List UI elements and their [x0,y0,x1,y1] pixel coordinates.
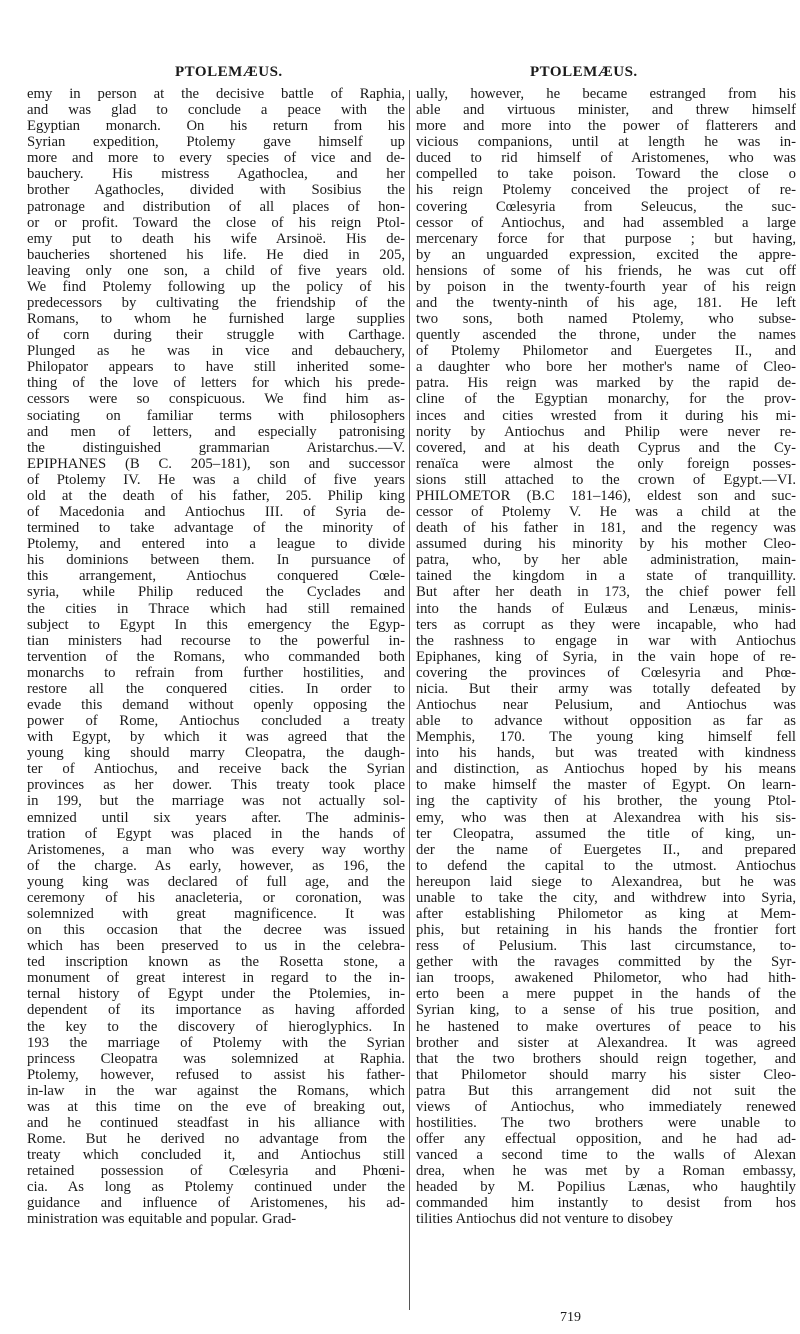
text-line: sociating on familiar terms with philosophers [27,407,405,424]
text-line: able and virtuous minister, and threw himself [416,102,796,119]
text-line: more and more to every species of vice and de- [27,150,405,167]
text-line: guidance and influence of Aristomenes, his ad- [27,1195,405,1212]
text-line: PHILOMETOR (B.C 181–146), eldest son and suc- [416,487,796,504]
text-line: young king should marry Cleopatra, the daugh- [27,745,405,762]
text-line: a daughter who bore her mother's name of Cleo- [416,359,796,376]
text-line: brother Agathocles, divided with Sosibius the [27,182,405,199]
text-line: after establishing Philometor as king at Mem- [416,905,796,922]
text-line: to make himself the master of Egypt. On learn- [416,777,796,794]
text-line: young king was declared of full age, and the [27,873,405,890]
text-line: power of Rome, Antiochus concluded a treaty [27,713,405,730]
text-line: emy put to death his wife Arsinoë. His de- [27,230,405,247]
text-line: dependent of its importance as having afforded [27,1002,405,1019]
text-line: Epiphanes, king of Syria, in the vain hope of re- [416,648,796,665]
text-line: of the charge. As early, however, as 196, the [27,857,405,874]
text-line: more and more into the power of flatterers and [416,118,796,135]
text-line: which has been preserved to us in the celebra- [27,938,405,955]
text-line: by an unguarded expression, excited the appre- [416,246,796,263]
text-line: views of Antiochus, who immediately renewed [416,1098,796,1115]
text-line: syria, while Philip reduced the Cyclades and [27,584,405,601]
text-line: erto been a mere puppet in the hands of the [416,986,796,1003]
text-line: the cities in Thrace which had still remained [27,600,405,617]
text-line: old at the death of his father, 205. Philip king [27,487,405,504]
text-line: the distinguished grammarian Aristarchus.—V. [27,439,405,456]
text-line: this arrangement, Antiochus conquered Cœle- [27,568,405,585]
text-line: Syrian expedition, Ptolemy gave himself up [27,134,405,151]
text-line: tian ministers had recourse to the powerful in- [27,632,405,649]
text-line: solemnized with great magnificence. It was [27,905,405,922]
text-line: cessors were so conspicuous. We find him as- [27,391,405,408]
text-line: thing of the love of letters for which his prede- [27,375,405,392]
text-line: commanded him instantly to desist from hos [416,1195,796,1212]
text-line: ter of Antiochus, and receive back the Syrian [27,761,405,778]
text-line: to defend the capital to the utmost. Antiochus [416,857,796,874]
text-line: assumed during his minority by his mother Cleo- [416,536,796,553]
text-line: retained possession of Cœlesyria and Phœni- [27,1163,405,1180]
text-line: in 199, but the marriage was not actually sol- [27,793,405,810]
text-line: vicious companions, until at length he was in- [416,134,796,151]
text-line: Ptolemy, and entered into a league to divide [27,536,405,553]
text-line: and he continued steadfast in his alliance with [27,1115,405,1131]
text-line: duced to rid himself of Aristomenes, who was [416,150,796,167]
text-line: emnized until six years after. The adminis- [27,809,405,826]
text-line: was at this time on the eve of breaking out, [27,1098,405,1115]
text-line: But after her death in 173, the chief power fell [416,584,796,601]
text-line: patra But this arrangement did not suit the [416,1082,796,1099]
text-line: he hastened to make overtures of peace to his [416,1018,796,1035]
text-line: bauchery. His mistress Agathoclea, and her [27,166,405,183]
text-line: restore all the conquered cities. In order to [27,680,405,697]
text-line: quently ascended the throne, under the names [416,327,796,344]
text-line: the rashness to engage in war with Antiochus [416,632,796,649]
text-line: ian troops, awakened Philometor, who had hith- [416,970,796,987]
text-line: princess Cleopatra was solemnized at Raphia. [27,1050,405,1067]
right-column [416,86,796,1228]
text-line: Aristomenes, a man who was every way worthy [27,841,405,858]
text-line: cessor of Antiochus, and had assembled a large [416,214,796,231]
text-line: patra. His reign was marked by the rapid de- [416,375,796,392]
text-line: ress of Pelusium. This last circumstance, to- [416,938,796,955]
text-line: We find Ptolemy following up the policy of his [27,278,405,295]
text-line: into the hands of Eulæus and Lenæus, minis- [416,600,796,617]
text-line: by poison in the twenty-fourth year of his reign [416,278,796,295]
text-line: the key to the discovery of hieroglyphics. In [27,1018,405,1035]
text-line: Syrian king, to a sense of his true position, and [416,1002,796,1019]
text-line: brother and sister at Alexandrea. It was agreed [416,1034,796,1051]
text-line: and the twenty-ninth of his age, 181. He left [416,295,796,312]
text-line: or or profit. Toward the close of his reign Ptol- [27,214,405,231]
text-line: monument of great interest in regard to the in- [27,970,405,987]
text-line: cia. As long as Ptolemy continued under the [27,1179,405,1196]
text-line: EPIPHANES (B C. 205–181), son and successor [27,455,405,472]
page-number: 719 [560,1310,581,1325]
text-line: on this occasion that the decree was issued [27,922,405,939]
text-line: unable to take the city, and withdrew into Syria, [416,889,796,906]
text-line: headed by M. Popilius Lænas, who haughtily [416,1179,796,1196]
text-line: inces and cities wrested from it during his mi- [416,407,796,424]
text-line: tervention of the Romans, who commanded both [27,648,405,665]
text-line: renaïca were almost the only foreign posses- [416,455,796,472]
text-line: emy in person at the decisive battle of Raphia, [27,86,405,102]
text-line: ted inscription known as the Rosetta stone, a [27,954,405,971]
text-line: treaty which concluded it, and Antiochus still [27,1147,405,1164]
text-line: with Egypt, by which it was agreed that the [27,729,405,746]
text-line: cessor of Ptolemy V. He was a child at the [416,504,796,521]
text-line: Antiochus near Pelusium, and Antiochus was [416,696,796,713]
text-line: Rome. But he derived no advantage from the [27,1131,405,1148]
text-line: covering Cœlesyria from Seleucus, the suc- [416,198,796,215]
text-line: that Philometor should marry his sister Cleo- [416,1066,796,1083]
text-line: ing the captivity of his brother, the young Ptol- [416,793,796,810]
text-line: that the two brothers should reign together, and [416,1050,796,1067]
text-line: Plunged as he was in vice and debauchery, [27,343,405,360]
text-line: 193 the marriage of Ptolemy with the Syrian [27,1034,405,1051]
text-line: and was glad to conclude a peace with the [27,102,405,119]
text-line: cline of the Egyptian monarchy, for the prov- [416,391,796,408]
text-line: two sons, both named Ptolemy, who subse- [416,311,796,328]
text-line: patronage and distribution of all places of hon- [27,198,405,215]
text-line: of Macedonia and Antiochus III. of Syria de- [27,504,405,521]
left-column [27,86,405,1228]
text-line: tration of Egypt was placed in the hands of [27,825,405,842]
text-line: gether with the ravages committed by the Syr- [416,954,796,971]
text-line: his dominions between them. In pursuance of [27,552,405,569]
text-line: monarchs to refrain from further hostilities, and [27,664,405,681]
column-divider [409,90,410,1310]
text-line: his reign Ptolemy conceived the project of re- [416,182,796,199]
text-line: ter Cleopatra, assumed the title of king, un- [416,825,796,842]
text-line: nicia. But their army was totally defeated by [416,680,796,697]
text-line: hereupon laid siege to Alexandrea, but he was [416,873,796,890]
text-line: Egyptian monarch. On his return from his [27,118,405,135]
text-line: patra, who, by her able administration, main- [416,552,796,569]
text-line: mercenary force for that purpose ; but having, [416,230,796,247]
text-line: compelled to take poison. Toward the close o [416,166,796,183]
text-line: provinces as her dower. This treaty took place [27,777,405,794]
text-line: of Ptolemy Philometor and Euergetes II., and [416,343,796,360]
text-line: tained the kingdom in a state of tranquillity. [416,568,796,585]
text-line: tilities Antiochus did not venture to disobey [416,1211,674,1228]
text-line: able to advance without opposition as far as [416,713,796,730]
text-line: in-law in the war against the Romans, which [27,1082,405,1099]
text-line: ternal history of Egypt under the Ptolemies, in- [27,986,405,1003]
text-line: ters as corrupt as they were incapable, who had [416,616,796,633]
text-line: Philopator appears to have still inherited some- [27,359,405,376]
text-line: phis, but retaining in his hands the frontier fort [416,922,796,939]
text-line: sions still attached to the crown of Egypt.—VI. [416,471,796,488]
text-line: offer any effectual opposition, and he had ad- [416,1131,796,1148]
text-line: ually, however, he became estranged from his [416,86,796,102]
text-line: hostilities. The two brothers were unable to [416,1115,796,1131]
running-head-right: PTOLEMÆUS. [530,64,638,80]
text-line: nority by Antiochus and Philip were never re- [416,423,796,440]
text-line: baucheries shortened his life. He died in 205, [27,246,405,263]
text-line: of Ptolemy IV. He was a child of five years [27,471,405,488]
text-line: death of his father in 181, and the regency was [416,520,796,537]
text-line: subject to Egypt In this emergency the Egyp- [27,616,405,633]
text-line: termined to take advantage of the minority of [27,520,405,537]
text-line: drea, when he was met by a Roman embassy, [416,1163,796,1180]
text-line: ceremony of his anacleteria, or coronation, was [27,889,405,906]
text-line: Memphis, 170. The young king himself fell [416,729,796,746]
text-line: Ptolemy, however, refused to assist his father- [27,1066,405,1083]
text-line: der the name of Euergetes II., and prepared [416,841,796,858]
text-line: into his hands, but was treated with kindness [416,745,796,762]
text-line: predecessors by cultivating the friendship of the [27,295,405,312]
text-line: of corn during their struggle with Carthage. [27,327,405,344]
text-line: covered, and at his death Cyprus and the Cy- [416,439,796,456]
text-line: evade this demand without openly opposing the [27,696,405,713]
text-line: hensions of some of his friends, he was cut off [416,262,796,279]
text-line: vanced a second time to the walls of Alexan [416,1147,796,1164]
text-line: and distinction, as Antiochus hoped by his means [416,761,796,778]
text-line: ministration was equitable and popular. Grad- [27,1211,297,1228]
text-line: covering the provinces of Cœlesyria and Phœ- [416,664,796,681]
text-line: leaving only one son, a child of five years old. [27,262,405,279]
text-line: and men of letters, and especially patronising [27,423,405,440]
text-line: Romans, to whom he furnished large supplies [27,311,405,328]
text-line: emy, who was then at Alexandrea with his sis- [416,809,796,826]
running-head-left: PTOLEMÆUS. [175,64,283,80]
